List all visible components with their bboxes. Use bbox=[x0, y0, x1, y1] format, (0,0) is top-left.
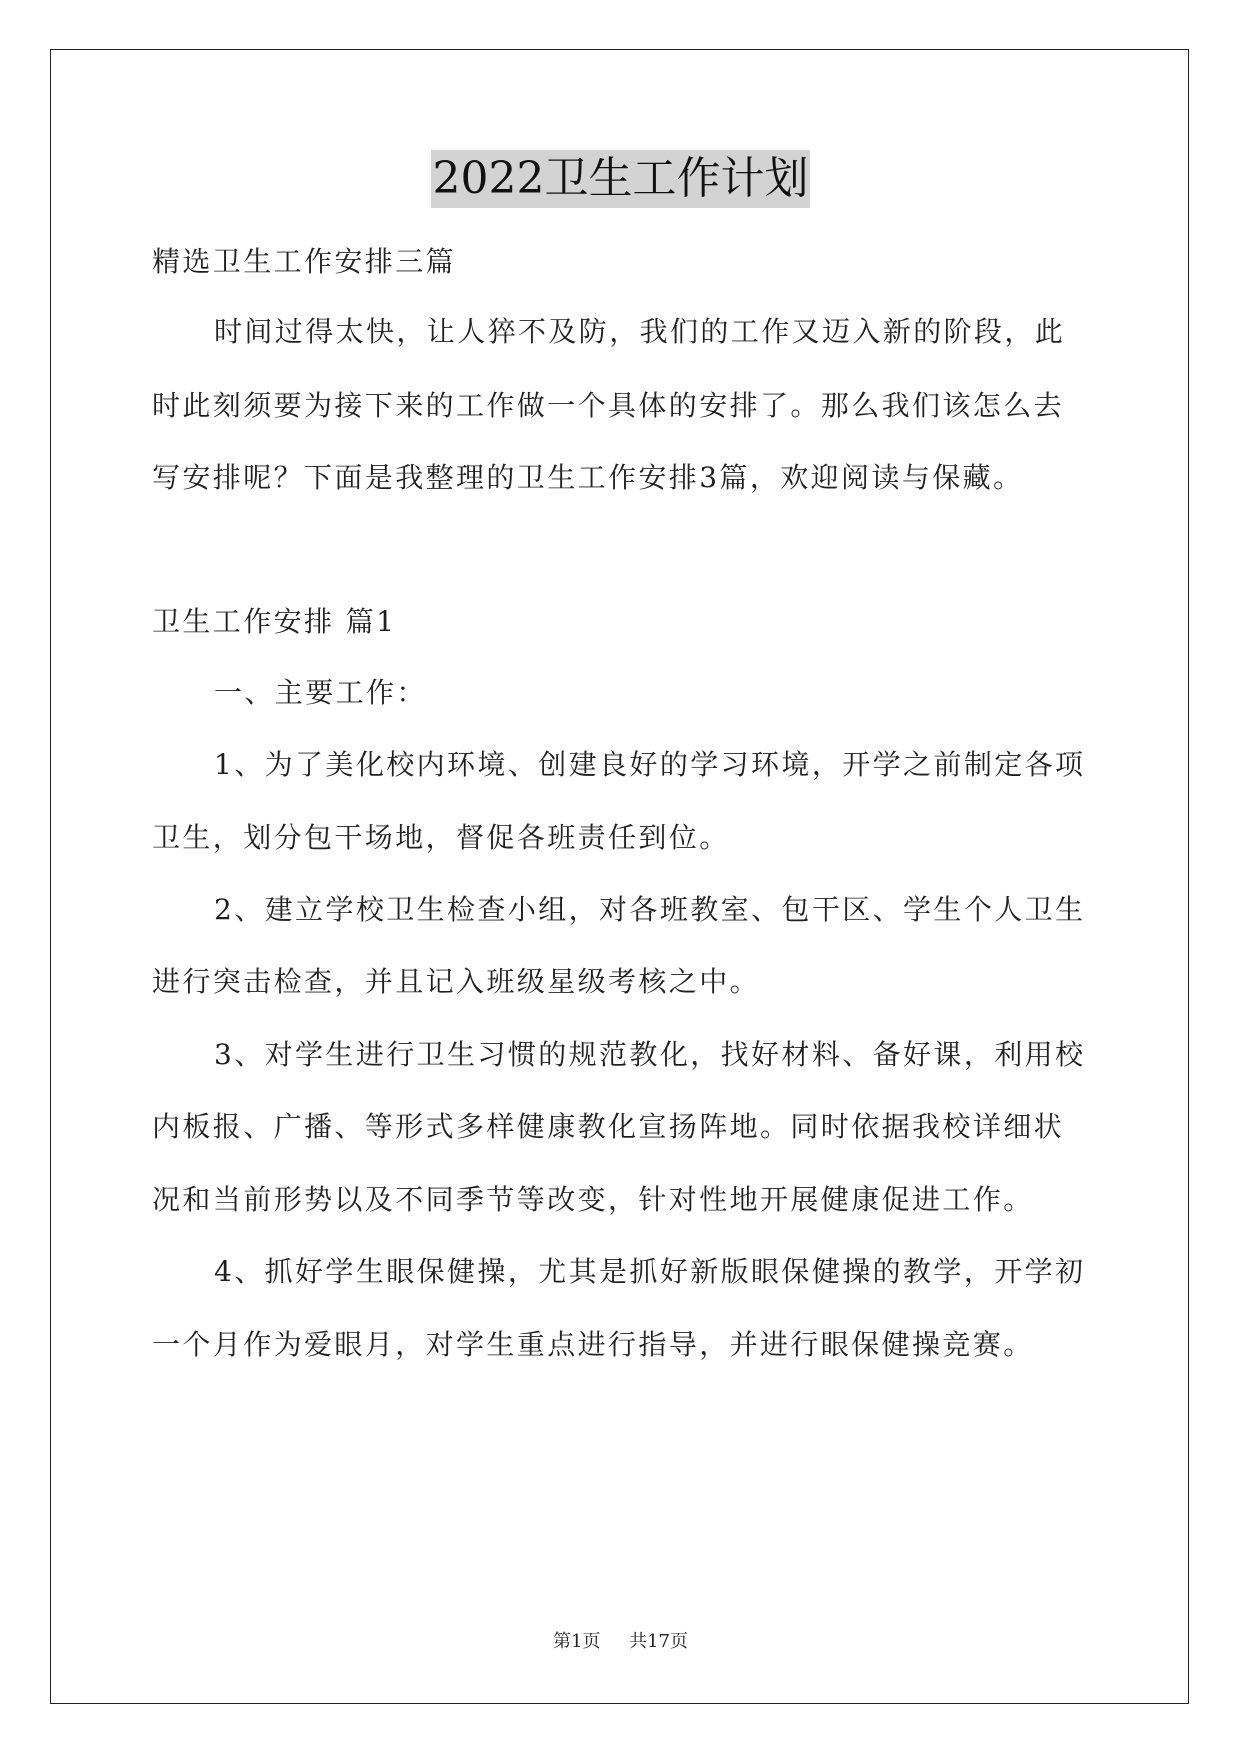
item-2-line-2: 进行突击检查，并且记入班级星级考核之中。 bbox=[152, 965, 761, 998]
item-2-line-1: 2、建立学校卫生检查小组，对各班教室、包干区、学生个人卫生 bbox=[214, 893, 1086, 926]
item-1-line-1: 1、为了美化校内环境、创建良好的学习环境，开学之前制定各项 bbox=[214, 748, 1086, 781]
item-3-line-3: 况和当前形势以及不同季节等改变，针对性地开展健康促进工作。 bbox=[152, 1183, 1034, 1216]
page-footer bbox=[0, 1627, 1241, 1653]
intro-line-3: 写安排呢？下面是我整理的卫生工作安排3篇，欢迎阅读与保藏。 bbox=[152, 461, 1024, 494]
item-3-line-2: 内板报、广播、等形式多样健康教化宣扬阵地。同时依据我校详细状 bbox=[152, 1110, 1065, 1143]
item-heading: 一、主要工作： bbox=[214, 676, 427, 709]
page-number: 第1页 bbox=[553, 1631, 601, 1652]
page-total: 共17页 bbox=[629, 1631, 688, 1652]
intro-line-2: 时此刻须要为接下来的工作做一个具体的安排了。那么我们该怎么去 bbox=[152, 389, 1065, 422]
title-container bbox=[0, 150, 1241, 208]
subtitle: 精选卫生工作安排三篇 bbox=[152, 245, 457, 278]
document-title: 2022卫生工作计划 bbox=[431, 150, 811, 208]
page-border bbox=[50, 49, 1189, 1704]
item-3-line-1: 3、对学生进行卫生习惯的规范教化，找好材料、备好课，利用校 bbox=[214, 1038, 1086, 1071]
item-1-line-2: 卫生，划分包干场地，督促各班责任到位。 bbox=[152, 821, 730, 854]
item-4-line-2: 一个月作为爱眼月，对学生重点进行指导，并进行眼保健操竞赛。 bbox=[152, 1328, 1034, 1361]
item-4-line-1: 4、抓好学生眼保健操，尤其是抓好新版眼保健操的教学，开学初 bbox=[214, 1255, 1086, 1288]
section-heading: 卫生工作安排 篇1 bbox=[152, 605, 397, 638]
intro-line-1: 时间过得太快，让人猝不及防，我们的工作又迈入新的阶段，此 bbox=[214, 315, 1066, 348]
